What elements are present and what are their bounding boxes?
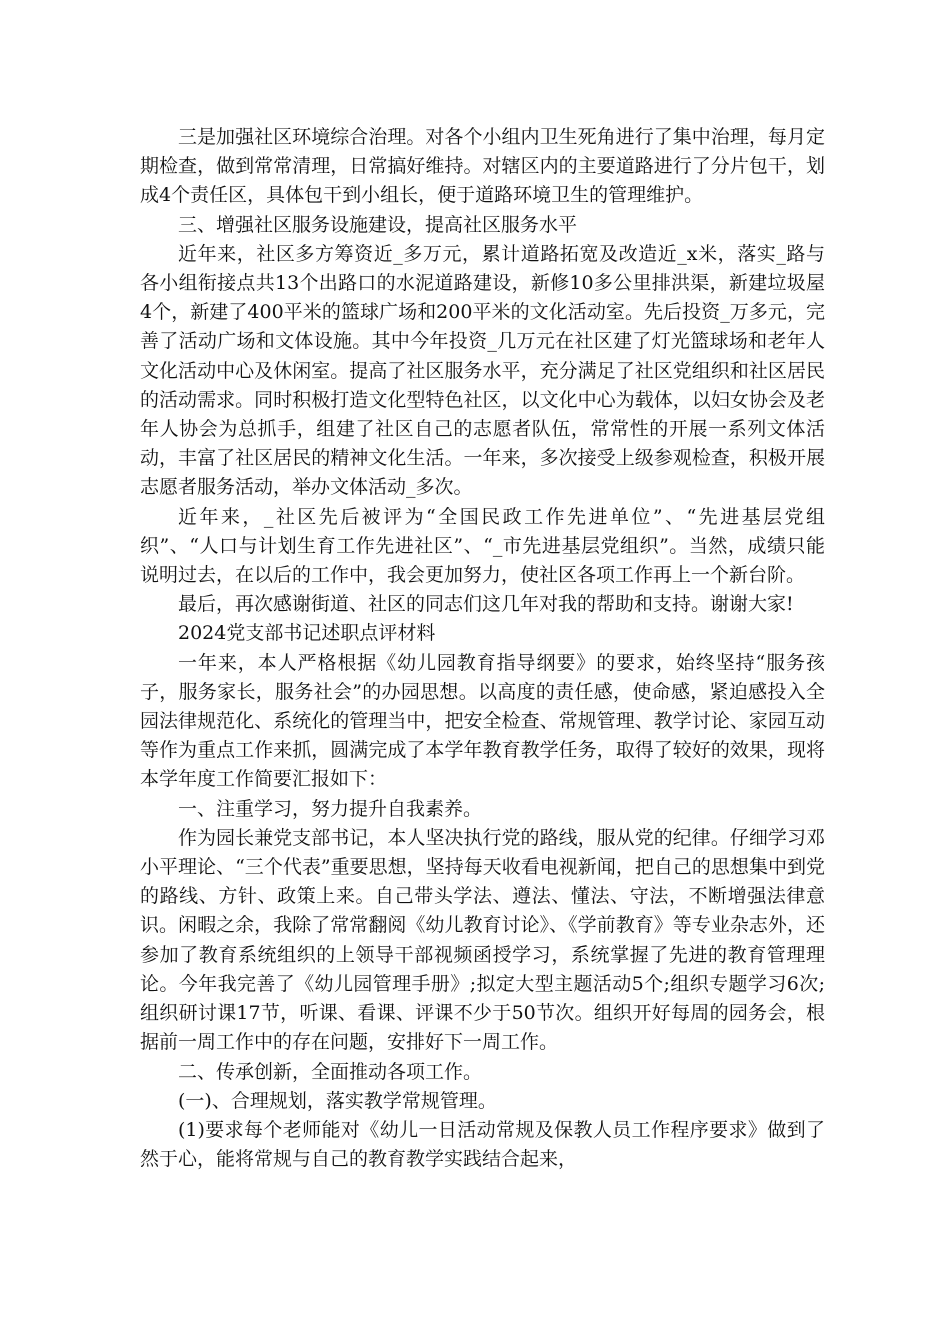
document-title-2024: 2024党支部书记述职点评材料 bbox=[178, 622, 436, 645]
section-heading-study: 一、注重学习，努力提升自我素养。 bbox=[178, 797, 483, 820]
subsection-heading-planning: (一)、合理规划，落实教学常规管理。 bbox=[178, 1089, 497, 1112]
section-heading-service-facilities: 三、增强社区服务设施建设，提高社区服务水平 bbox=[178, 213, 578, 236]
paragraph-honors: 近年来，_社区先后被评为“全国民政工作先进单位”、“先进基层党组织”、“人口与计划生育工作先进社区”、“_市先进基层党组织”。当然，成绩只能说明过去，在以后的工作中，我会更加努力，使社区各项工作再上一个新台阶。 bbox=[140, 505, 825, 587]
section-heading-innovation: 二、传承创新，全面推动各项工作。 bbox=[178, 1060, 483, 1083]
paragraph-thanks: 最后，再次感谢街道、社区的同志们这几年对我的帮助和支持。谢谢大家! bbox=[178, 593, 794, 616]
paragraph-environment-governance: 三是加强社区环境综合治理。对各个小组内卫生死角进行了集中治理，每月定期检查，做到常常清理，日常搞好维持。对辖区内的主要道路进行了分片包干，划成4个责任区，具体包干到小组长，便于道路环境卫生的管理维护。 bbox=[140, 126, 825, 207]
paragraph-intro: 一年来，本人严格根据《幼儿园教育指导纲要》的要求，始终坚持“服务孩子，服务家长，服务社会”的办园思想。以高度的责任感，使命感，紧迫感投入全园法律规范化、系统化的管理当中，把安全检查、常规管理、教学讨论、家园互动等作为重点工作来抓，圆满完成了本学年教育教学任务，取得了较好的效果，现将本学年度工作简要汇报如下： bbox=[140, 651, 825, 791]
paragraph-requirements: (1)要求每个老师能对《幼儿一日活动常规及保教人员工作程序要求》做到了然于心，能将常规与自己的教育教学实践结合起来， bbox=[140, 1118, 825, 1171]
paragraph-study-details: 作为园长兼党支部书记，本人坚决执行党的路线，服从党的纪律。仔细学习邓小平理论、“三个代表”重要思想，坚持每天收看电视新闻，把自己的思想集中到党的路线、方针、政策上来。自己带头学法、遵法、懂法、守法，不断增强法律意识。闲暇之余，我除了常常翻阅《幼儿教育讨论》、《学前教育》等专业杂志外，还参加了教育系统组织的上领导干部视频函授学习，系统掌握了先进的教育管理理论。今年我完善了《幼儿园管理手册》;拟定大型主题活动5个;组织专题学习6次;组织研讨课17节，听课、看课、评课不少于50节次。组织开好每周的园务会，根据前一周工作中的存在问题，安排好下一周工作。 bbox=[140, 826, 825, 1054]
paragraph-fundraising: 近年来，社区多方筹资近_多万元，累计道路拓宽及改造近_x米，落实_路与各小组衔接点共13个出路口的水泥道路建设，新修10多公里排洪渠，新建垃圾屋4个，新建了400平米的篮球广场和200平米的文化活动室。先后投资_万多元，完善了活动广场和文体设施。其中今年投资_几万元在社区建了灯光篮球场和老年人文化活动中心及休闲室。提高了社区服务水平，充分满足了社区党组织和社区居民的活动需求。同时积极打造文化型特色社区，以文化中心为载体，以妇女协会及老年人协会为总抓手，组建了社区自己的志愿者队伍，常常性的开展一系列文体活动，丰富了社区居民的精神文化生活。一年来，多次接受上级参观检查，积极开展志愿者服务活动，举办文体活动_多次。 bbox=[140, 242, 825, 499]
